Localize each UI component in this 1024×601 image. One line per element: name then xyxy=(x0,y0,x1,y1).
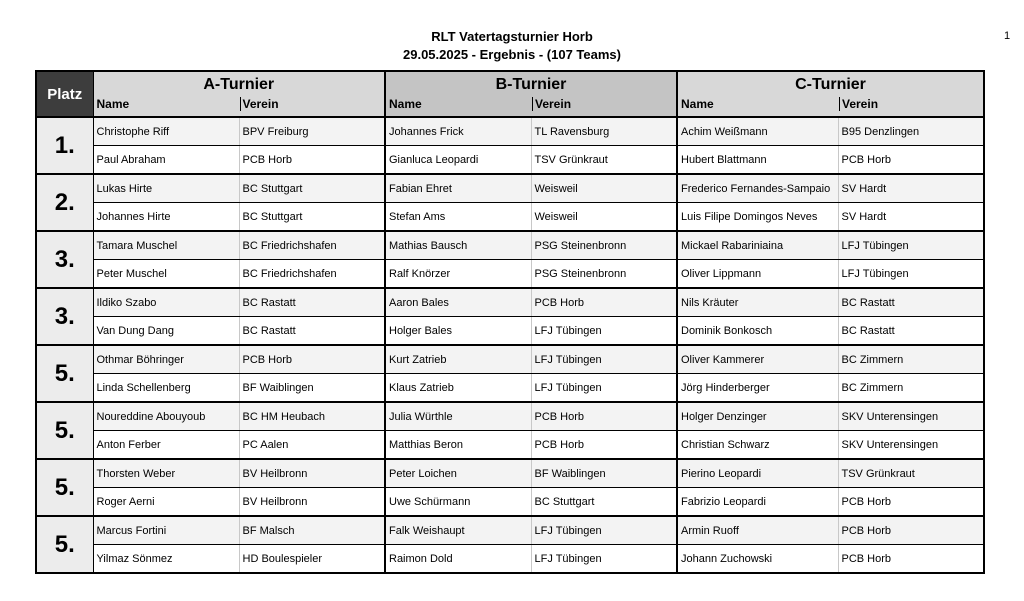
group-title-c: C-Turnier xyxy=(795,76,866,93)
cell-verein-a: HD Boulespieler xyxy=(239,545,385,574)
column-header-name-c: Name xyxy=(681,97,714,111)
cell-name-c: Hubert Blattmann xyxy=(677,146,838,175)
cell-name-c: Oliver Lippmann xyxy=(677,260,838,289)
cell-name-c: Fabrizio Leopardi xyxy=(677,488,838,517)
cell-name-a: Othmar Böhringer xyxy=(93,345,239,374)
cell-verein-b: TSV Grünkraut xyxy=(531,146,677,175)
table-row xyxy=(36,146,984,175)
cell-name-c: Luis Filipe Domingos Neves xyxy=(677,203,838,232)
cell-verein-b: PCB Horb xyxy=(531,431,677,460)
cell-name-c: Mickael Rabariniaina xyxy=(677,231,838,260)
cell-name-a: Peter Muschel xyxy=(93,260,239,289)
cell-verein-b: PCB Horb xyxy=(531,288,677,317)
cell-verein-c: PCB Horb xyxy=(838,516,984,545)
cell-verein-a: BF Malsch xyxy=(239,516,385,545)
cell-verein-b: BC Stuttgart xyxy=(531,488,677,517)
group-title-a: A-Turnier xyxy=(203,76,275,93)
cell-verein-a: BV Heilbronn xyxy=(239,459,385,488)
cell-name-a: Roger Aerni xyxy=(93,488,239,517)
table-row xyxy=(36,345,984,374)
table-row xyxy=(36,203,984,232)
cell-verein-c: BC Zimmern xyxy=(838,345,984,374)
cell-verein-b: LFJ Tübingen xyxy=(531,374,677,403)
cell-verein-a: BC Friedrichshafen xyxy=(239,260,385,289)
cell-verein-c: PCB Horb xyxy=(838,545,984,574)
cell-name-c: Holger Denzinger xyxy=(677,402,838,431)
place-label: 3. xyxy=(36,231,93,288)
cell-verein-c: SKV Unterensingen xyxy=(838,402,984,431)
cell-name-b: Falk Weishaupt xyxy=(385,516,531,545)
place-label: 5. xyxy=(36,516,93,573)
cell-verein-b: LFJ Tübingen xyxy=(531,345,677,374)
table-row xyxy=(36,459,984,488)
cell-verein-a: PC Aalen xyxy=(239,431,385,460)
place-label: 2. xyxy=(36,174,93,231)
cell-verein-a: BF Waiblingen xyxy=(239,374,385,403)
cell-verein-a: BC Stuttgart xyxy=(239,203,385,232)
cell-verein-a: BC Friedrichshafen xyxy=(239,231,385,260)
cell-verein-c: BC Zimmern xyxy=(838,374,984,403)
table-row xyxy=(36,431,984,460)
cell-verein-c: BC Rastatt xyxy=(838,288,984,317)
group-header-b xyxy=(385,71,677,117)
cell-verein-b: PSG Steinenbronn xyxy=(531,231,677,260)
cell-name-c: Frederico Fernandes-Sampaio xyxy=(677,174,838,203)
cell-name-c: Christian Schwarz xyxy=(677,431,838,460)
cell-name-b: Matthias Beron xyxy=(385,431,531,460)
table-row xyxy=(36,516,984,545)
cell-verein-b: Weisweil xyxy=(531,203,677,232)
cell-verein-c: TSV Grünkraut xyxy=(838,459,984,488)
page-title: RLT Vatertagsturnier Horb xyxy=(431,29,593,44)
cell-verein-b: TL Ravensburg xyxy=(531,117,677,146)
column-header-name-a: Name xyxy=(96,97,130,111)
cell-verein-b: PCB Horb xyxy=(531,402,677,431)
cell-name-b: Julia Würthle xyxy=(385,402,531,431)
cell-name-c: Achim Weißmann xyxy=(677,117,838,146)
table-row xyxy=(36,117,984,146)
cell-verein-c: BC Rastatt xyxy=(838,317,984,346)
cell-verein-c: PCB Horb xyxy=(838,146,984,175)
cell-verein-c: PCB Horb xyxy=(838,488,984,517)
cell-verein-b: LFJ Tübingen xyxy=(531,516,677,545)
page-subtitle: 29.05.2025 - Ergebnis - (107 Teams) xyxy=(403,47,621,62)
cell-name-c: Jörg Hinderberger xyxy=(677,374,838,403)
table-row xyxy=(36,317,984,346)
cell-verein-b: BF Waiblingen xyxy=(531,459,677,488)
cell-verein-a: BPV Freiburg xyxy=(239,117,385,146)
platz-header: Platz xyxy=(36,71,93,117)
cell-name-b: Stefan Ams xyxy=(385,203,531,232)
cell-name-a: Paul Abraham xyxy=(93,146,239,175)
place-label: 3. xyxy=(36,288,93,345)
cell-name-c: Armin Ruoff xyxy=(677,516,838,545)
cell-verein-a: PCB Horb xyxy=(239,345,385,374)
column-header-verein-b: Verein xyxy=(532,97,571,111)
table-row xyxy=(36,288,984,317)
column-header-verein-c: Verein xyxy=(839,97,878,111)
cell-name-b: Fabian Ehret xyxy=(385,174,531,203)
group-header-c xyxy=(677,71,984,117)
group-title-b: B-Turnier xyxy=(495,76,567,93)
cell-verein-a: BC Rastatt xyxy=(239,317,385,346)
cell-name-c: Nils Kräuter xyxy=(677,288,838,317)
cell-name-b: Klaus Zatrieb xyxy=(385,374,531,403)
cell-verein-c: SV Hardt xyxy=(838,174,984,203)
cell-verein-a: BC HM Heubach xyxy=(239,402,385,431)
results-body xyxy=(36,117,984,573)
table-row xyxy=(36,488,984,517)
cell-name-a: Johannes Hirte xyxy=(93,203,239,232)
cell-verein-b: LFJ Tübingen xyxy=(531,317,677,346)
place-label: 1. xyxy=(36,117,93,174)
column-header-name-b: Name xyxy=(389,97,422,111)
cell-name-b: Uwe Schürmann xyxy=(385,488,531,517)
page-number: 1 xyxy=(1004,30,1011,42)
cell-name-a: Noureddine Abouyoub xyxy=(93,402,239,431)
cell-name-c: Dominik Bonkosch xyxy=(677,317,838,346)
cell-name-a: Anton Ferber xyxy=(93,431,239,460)
cell-name-a: Marcus Fortini xyxy=(93,516,239,545)
cell-name-a: Lukas Hirte xyxy=(93,174,239,203)
cell-name-a: Ildiko Szabo xyxy=(93,288,239,317)
table-row xyxy=(36,260,984,289)
cell-name-b: Ralf Knörzer xyxy=(385,260,531,289)
table-row xyxy=(36,231,984,260)
cell-name-a: Thorsten Weber xyxy=(93,459,239,488)
cell-verein-a: PCB Horb xyxy=(239,146,385,175)
group-header-a xyxy=(93,71,385,117)
cell-verein-a: BC Rastatt xyxy=(239,288,385,317)
cell-verein-c: SV Hardt xyxy=(838,203,984,232)
cell-name-b: Kurt Zatrieb xyxy=(385,345,531,374)
cell-name-b: Peter Loichen xyxy=(385,459,531,488)
place-label: 5. xyxy=(36,345,93,402)
place-label: 5. xyxy=(36,459,93,516)
cell-name-c: Oliver Kammerer xyxy=(677,345,838,374)
cell-name-a: Tamara Muschel xyxy=(93,231,239,260)
results-table xyxy=(35,70,985,574)
table-row xyxy=(36,374,984,403)
cell-name-a: Christophe Riff xyxy=(93,117,239,146)
cell-verein-c: B95 Denzlingen xyxy=(838,117,984,146)
cell-verein-b: PSG Steinenbronn xyxy=(531,260,677,289)
cell-name-a: Linda Schellenberg xyxy=(93,374,239,403)
table-row xyxy=(36,545,984,574)
cell-verein-b: Weisweil xyxy=(531,174,677,203)
cell-name-a: Yilmaz Sönmez xyxy=(93,545,239,574)
cell-verein-c: LFJ Tübingen xyxy=(838,260,984,289)
header-row xyxy=(36,71,984,117)
cell-verein-a: BC Stuttgart xyxy=(239,174,385,203)
cell-name-c: Pierino Leopardi xyxy=(677,459,838,488)
cell-name-b: Aaron Bales xyxy=(385,288,531,317)
cell-name-b: Johannes Frick xyxy=(385,117,531,146)
cell-name-b: Raimon Dold xyxy=(385,545,531,574)
cell-verein-c: LFJ Tübingen xyxy=(838,231,984,260)
cell-name-a: Van Dung Dang xyxy=(93,317,239,346)
cell-name-b: Holger Bales xyxy=(385,317,531,346)
cell-verein-b: LFJ Tübingen xyxy=(531,545,677,574)
cell-name-b: Mathias Bausch xyxy=(385,231,531,260)
table-row xyxy=(36,402,984,431)
column-header-verein-a: Verein xyxy=(240,97,279,111)
cell-verein-a: BV Heilbronn xyxy=(239,488,385,517)
cell-name-c: Johann Zuchowski xyxy=(677,545,838,574)
cell-verein-c: SKV Unterensingen xyxy=(838,431,984,460)
place-label: 5. xyxy=(36,402,93,459)
cell-name-b: Gianluca Leopardi xyxy=(385,146,531,175)
table-row xyxy=(36,174,984,203)
